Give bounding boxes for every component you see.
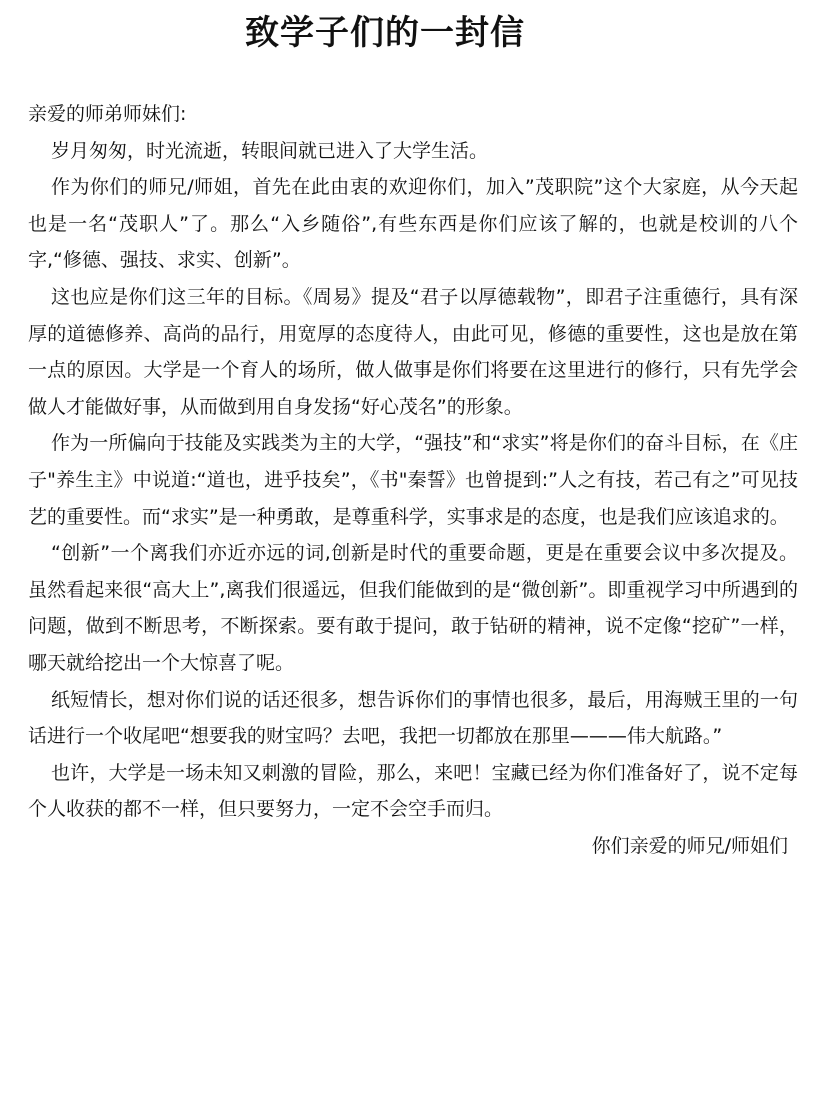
- signature: 你们亲爱的师兄/师姐们: [591, 834, 788, 857]
- letter-body: [28, 96, 798, 864]
- paragraph-4: 作为一所偏向于技能及实践类为主的大学，“强技”和“求实”将是你们的奋斗目标，在《庄子"养生主》中说道:“道也，进乎技矣”，《书"秦誓》也曾提到:”人之有技，若己有之”可见技艺的重要性。而“求实”是一种勇敢，是尊重科学，实事求是的态度，也是我们应该追求的。: [28, 432, 798, 528]
- paragraph-3: 这也应是你们这三年的目标。《周易》提及“君子以厚德载物”，即君子注重德行，具有深厚的道德修养、高尚的品行，用宽厚的态度待人，由此可见，修德的重要性，这也是放在第一点的原因。大学是一个育人的场所，做人做事是你们将要在这里进行的修行，只有先学会做人才能做好事，从而做到用自身发扬“好心茂名”的形象。: [28, 285, 798, 418]
- paragraph-2: 作为你们的师兄/师姐，首先在此由衷的欢迎你们，加入”茂职院”这个大家庭，从今天起也是一名“茂职人”了。那么“入乡随俗”,有些东西是你们应该了解的，也就是校训的八个字,“修德、强技、求实、创新”。: [28, 176, 798, 272]
- salutation: 亲爱的师弟师妹们:: [28, 103, 187, 125]
- page-title: 致学子们的一封信: [245, 13, 525, 53]
- paragraph-1: 岁月匆匆，时光流逝，转眼间就已进入了大学生活。: [51, 139, 489, 162]
- paragraph-5: “创新”一个离我们亦近亦远的词,创新是时代的重要命题，更是在重要会议中多次提及。虽然看起来很“高大上”,离我们很遥远，但我们能做到的是“微创新”。即重视学习中所遇到的问题，做到不断思考，不断探索。要有敢于提问，敢于钻研的精神，说不定像“挖矿”一样，哪天就给挖出一个大惊喜了呢。: [28, 542, 798, 674]
- paragraph-7: 也许，大学是一场未知又刺激的冒险，那么，来吧！宝藏已经为你们准备好了，说不定每个人收获的都不一样，但只要努力，一定不会空手而归。: [28, 761, 798, 821]
- paragraph-6: 纸短情长，想对你们说的话还很多，想告诉你们的事情也很多，最后，用海贼王里的一句话进行一个收尾吧“想要我的财宝吗？去吧，我把一切都放在那里———伟大航路。”: [28, 688, 798, 748]
